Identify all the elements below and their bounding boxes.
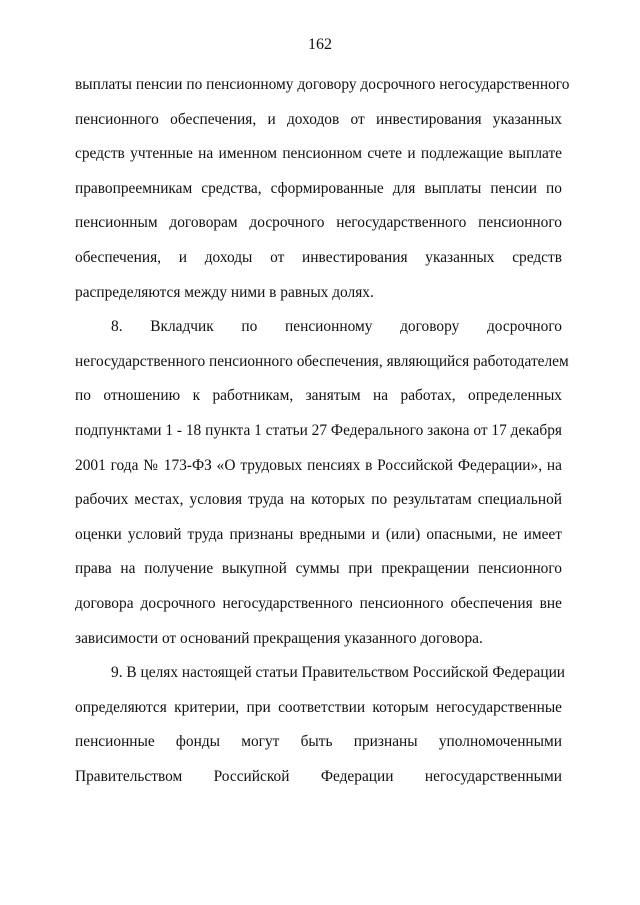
text-line: зависимости от оснований прекращения указанного договора.	[75, 629, 483, 647]
document-body	[75, 68, 570, 794]
text-line: правопреемникам средства, сформированные для выплаты пенсии по	[75, 179, 562, 197]
text-line: пенсионные фонды могут быть признаны уполномоченными	[75, 733, 562, 751]
page-number: 162	[308, 36, 332, 53]
text-line: негосударственного пенсионного обеспечения, являющийся работодателем	[75, 352, 569, 370]
text-line: 9. В целях настоящей статьи Правительством Российской Федерации	[111, 664, 566, 682]
paragraph	[75, 656, 566, 794]
text-line: средств учтенные на именном пенсионном счете и подлежащие выплате	[75, 145, 562, 163]
text-line: права на получение выкупной суммы при прекращении пенсионного	[75, 560, 562, 578]
paragraph	[75, 68, 570, 310]
text-line: 2001 года № 173-ФЗ «О трудовых пенсиях в Российской Федерации», на	[75, 456, 562, 474]
paragraph	[75, 310, 569, 656]
text-line: рабочих местах, условия труда на которых по результатам специальной	[75, 491, 562, 509]
text-line: обеспечения, и доходы от инвестирования указанных средств	[75, 248, 562, 266]
text-line: 8. Вкладчик по пенсионному договору досрочного	[111, 318, 562, 336]
text-line: выплаты пенсии по пенсионному договору досрочного негосударственного	[75, 76, 570, 93]
text-line: Правительством Российской Федерации негосударственными	[75, 767, 562, 785]
text-line: определяются критерии, при соответствии которым негосударственные	[75, 698, 562, 716]
text-line: договора досрочного негосударственного пенсионного обеспечения вне	[75, 594, 562, 612]
text-line: распределяются между ними в равных долях.	[75, 283, 374, 301]
text-line: подпунктами 1 - 18 пункта 1 статьи 27 Федерального закона от 17 декабря	[75, 421, 562, 439]
text-line: по отношению к работникам, занятым на работах, определенных	[75, 387, 562, 405]
text-line: пенсионным договорам досрочного негосударственного пенсионного	[75, 214, 562, 232]
text-line: пенсионного обеспечения, и доходов от инвестирования указанных	[75, 110, 562, 128]
text-line: оценки условий труда признаны вредными и (или) опасными, не имеет	[75, 525, 562, 543]
